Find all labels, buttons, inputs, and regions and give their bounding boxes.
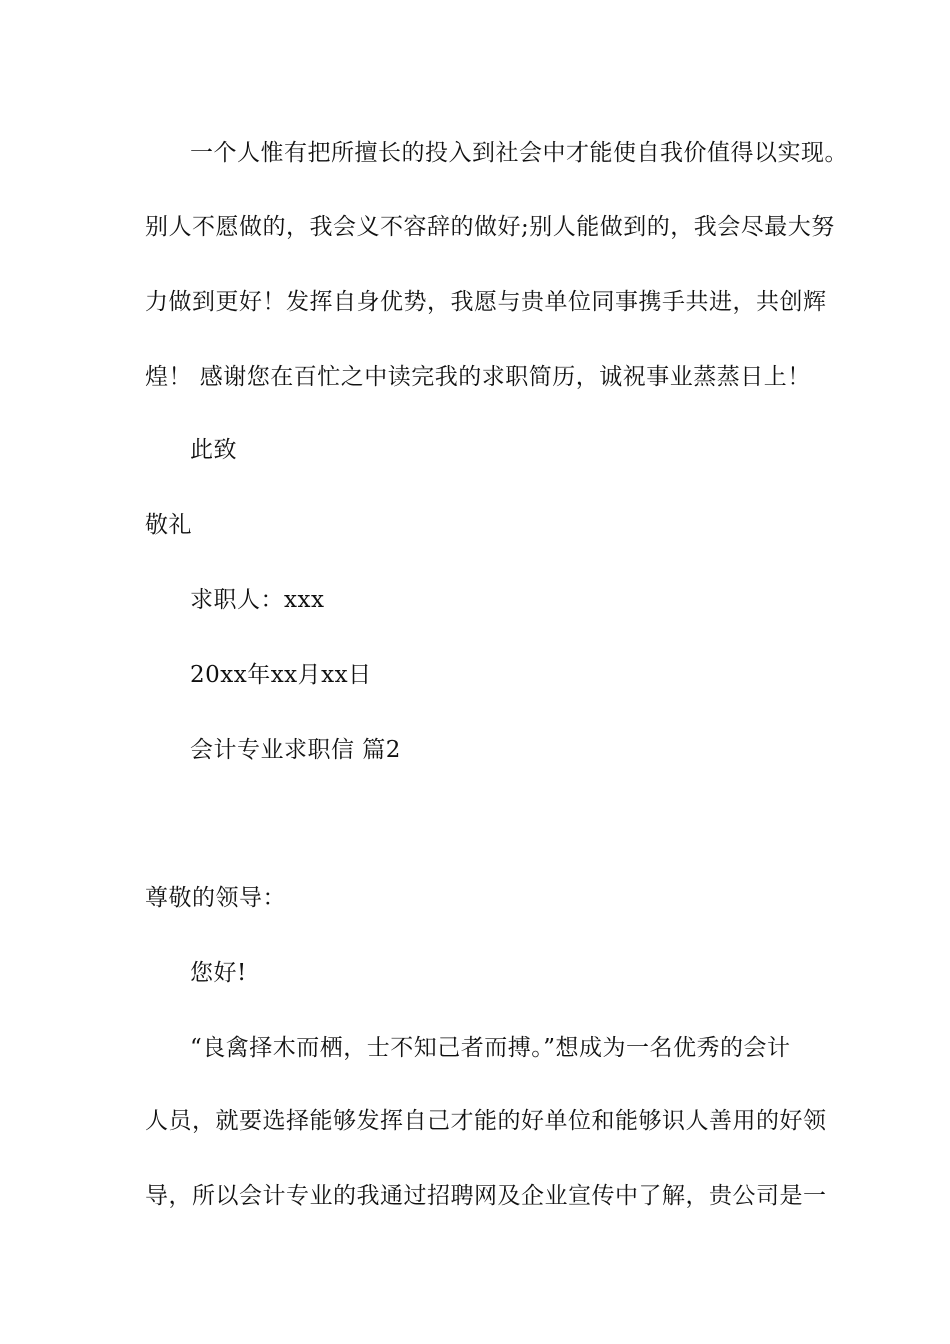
paragraph2-line-2: 人员，就要选择能够发挥自己才能的好单位和能够识人善用的好领: [145, 1108, 827, 1134]
paragraph-line-4: 煌！ 感谢您在百忙之中读完我的求职简历，诚祝事业蒸蒸日上！: [145, 364, 811, 390]
paragraph2-line-1: “良禽择木而栖，士不知己者而搏。”想成为一名优秀的会计: [190, 1035, 791, 1061]
section-title: 会计专业求职信 篇2: [190, 737, 401, 763]
paragraph-line-1: 一个人惟有把所擅长的投入到社会中才能使自我价值得以实现。: [190, 140, 848, 166]
letter-salutation: 尊敬的领导：: [145, 885, 286, 911]
letter-date: 20xx年xx月xx日: [190, 662, 372, 688]
closing-regards: 敬礼: [145, 512, 192, 538]
paragraph-line-2: 别人不愿做的，我会义不容辞的做好;别人能做到的，我会尽最大努: [145, 214, 835, 240]
paragraph2-line-3: 导，所以会计专业的我通过招聘网及企业宣传中了解，贵公司是一: [145, 1183, 827, 1209]
letter-greeting: 您好!: [190, 960, 247, 986]
closing-salutation: 此致: [190, 437, 237, 463]
paragraph-line-3: 力做到更好！发挥自身优势，我愿与贵单位同事携手共进，共创辉: [145, 289, 827, 315]
applicant-signature: 求职人：xxx: [190, 587, 325, 613]
